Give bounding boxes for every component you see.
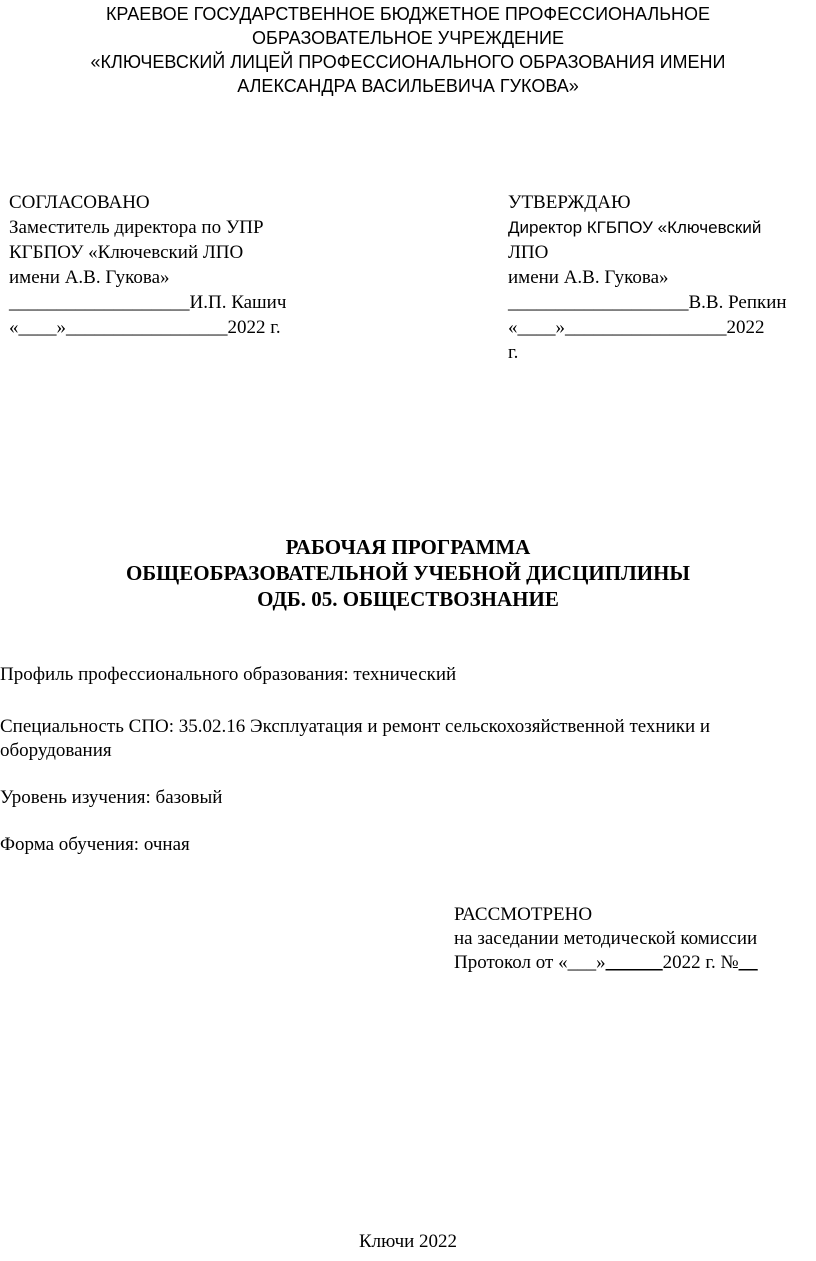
agreed-date-line: «____»_________________2022 г. [9, 317, 281, 338]
document-title [0, 534, 816, 612]
header-line-2: ОБРАЗОВАТЕЛЬНОЕ УЧРЕЖДЕНИЕ [252, 28, 564, 48]
form-line: Форма обучения: очная [0, 834, 190, 855]
approved-date-suffix: г. [508, 342, 519, 363]
agreed-heading: СОГЛАСОВАНО [9, 192, 150, 213]
review-line-1: на заседании методической комиссии [454, 928, 758, 949]
review-block [454, 903, 814, 975]
footer-city-year: Ключи 2022 [358, 1231, 458, 1252]
agreed-org-line-2: имени А.В. Гукова» [9, 267, 170, 288]
agreed-block [9, 190, 339, 340]
specialty-block [0, 715, 816, 763]
specialty-line-1: Специальность СПО: 35.02.16 Эксплуатация и ремонт сельскохозяйственной техники и [0, 716, 711, 737]
approved-signature-line: ___________________В.В. Репкин [508, 292, 787, 313]
header-line-3: «КЛЮЧЕВСКИЙ ЛИЦЕЙ ПРОФЕССИОНАЛЬНОГО ОБРАЗОВАНИЯ ИМЕНИ [90, 52, 726, 72]
title-line-3: ОДБ. 05. ОБЩЕСТВОЗНАНИЕ [257, 587, 559, 611]
header-line-1: КРАЕВОЕ ГОСУДАРСТВЕННОЕ БЮДЖЕТНОЕ ПРОФЕССИОНАЛЬНОЕ [105, 4, 711, 24]
protocol-year: 2022 г. № [662, 952, 739, 973]
level-line: Уровень изучения: базовый [0, 787, 223, 808]
approved-heading: УТВЕРЖДАЮ [508, 192, 631, 213]
title-line-2: ОБЩЕОБРАЗОВАТЕЛЬНОЙ УЧЕБНОЙ ДИСЦИПЛИНЫ [125, 561, 691, 585]
approved-org-line-1: ЛПО [508, 242, 549, 263]
approved-position: Директор КГБПОУ «Ключевский [508, 218, 762, 237]
approved-date-line: «____»_________________2022 [508, 317, 765, 338]
review-protocol-line [454, 951, 814, 975]
agreed-org-line-1: КГБПОУ «Ключевский ЛПО [9, 242, 244, 263]
protocol-number-blank: __ [738, 952, 758, 973]
protocol-month-blank: ______ [605, 952, 663, 973]
institution-header [0, 2, 816, 98]
header-line-4: АЛЕКСАНДРА ВАСИЛЬЕВИЧА ГУКОВА» [237, 76, 579, 96]
title-line-1: РАБОЧАЯ ПРОГРАММА [285, 535, 531, 559]
approved-org-line-2: имени А.В. Гукова» [508, 267, 669, 288]
protocol-prefix: Протокол от «___» [454, 952, 606, 973]
review-heading: РАССМОТРЕНО [454, 904, 593, 925]
approved-block [508, 190, 808, 365]
specialty-line-2: оборудования [0, 740, 112, 761]
agreed-position: Заместитель директора по УПР [9, 217, 264, 238]
profile-line: Профиль профессионального образования: технический [0, 664, 457, 685]
agreed-signature-line: ___________________И.П. Кашич [9, 292, 287, 313]
